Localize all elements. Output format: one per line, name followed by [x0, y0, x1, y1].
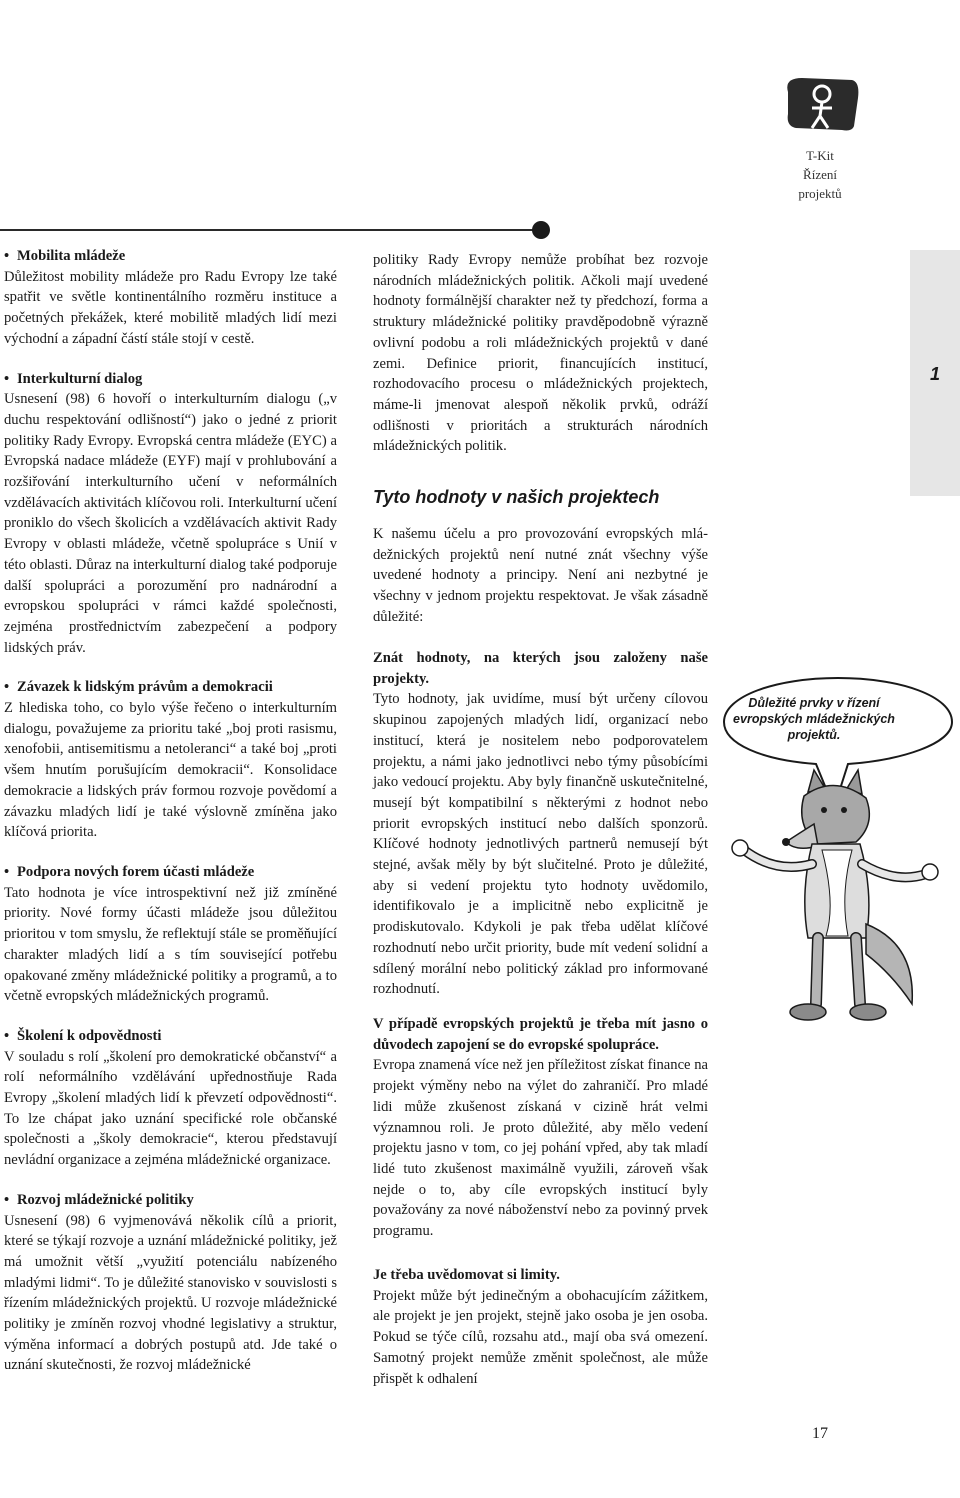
section-body: Tato hodnota je více introspektivní než již zmíněné priority. Nové formy účasti mládeže jsou důležitou prioritou v tom smyslu, že reflektují stále se proměňující charakter mladých lidí a s tím související potřebu opakované změny mládežnické politiky a programů, a to včetně evropských mládežnických programů. — [4, 884, 337, 1005]
point-body: Tyto hodnoty, jak uvidíme, musí být určeny cílovou skupinou zapojených mladých lidí, organizací nebo institucí, která je nositelem nebo podporovatelem projektu, a námi jako jednotlivci nebo týmy působícími jako vedoucí projektu. Aby byly finančně uskutečnitelné, musejí být kompatibilní s některými z hodnot nebo priorit evropských institucí nebo dalších sponzorů. Klíčové hodnoty jednotlivých partnerů nemusejí být stejné, avšak měly by být slučitelné. Proto je důležité, aby si vedení projektu tyto hodnoty uvědomilo, identifikovalo je a implicitně nebo explicitně je prodiskutovalo. Kdykoli je pak třeba udělat klíčové rozhodnutí nebo určit priority, bude mít vedení solidní a sdílený morální nebo politický základ pro informované rozhodnutí. — [373, 691, 708, 998]
kit-line: projektů — [798, 186, 842, 201]
header-rule-dot — [532, 221, 550, 239]
section-title: • Podpora nových forem účasti mládeže — [4, 863, 255, 880]
section-title: • Školení k odpovědnosti — [4, 1027, 162, 1044]
section-title: • Rozvoj mládežnické politiky — [4, 1191, 194, 1208]
mid-point-limits — [373, 1265, 708, 1389]
point-title: Je třeba uvědomovat si limity. — [373, 1267, 560, 1283]
section-body: Usnesení (98) 6 hovoří o interkulturním dialogu („v duchu respektování odlišností“) jako o jedné z priorit politiky Rady Evropy. Evropská centra mládeže (EYC) a Evropská nadace mládeže (EYF) mají v prohlubování a rozšiřování interkulturního učení v neformálních vzdělávacích aktivitách klíčovou roli. Interkulturní učení proniklo do všech školicích a vzdělávacích aktivit Rady Evropy v oblasti mládeže, včetně spolupráce s Unií v této oblasti. Důraz na interkulturní dialog také podporuje další spolupráci a porozumění pro nadnárodní a evropskou spolupráci v rámci každé společnosti, zejména prostřednictvím zabezpečení a podpory lidských práv. — [4, 391, 337, 656]
mid-point-europe — [373, 1014, 708, 1242]
chapter-number: 1 — [929, 364, 940, 384]
section-body: Usnesení (98) 6 vyjmenovává několik cílů a priorit, které se týkají rozvoje a uznání mládežnické politiky, jež má umožnit větší „využití potenciálu nabízeného mladými lidmi“. To je důležité stanovisko v souvislosti s řízením mládežnických projektů. U rozvoje mládežnické politiky je zmíněn rozvoj vhodné legislativy a struktur, výměna informací a dobrých postupů atd. Jde také o uznání skutečnosti, že rozvoj mládežnické — [4, 1212, 337, 1374]
section-title: • Mobilita mládeže — [4, 248, 126, 264]
section-body: Důležitost mobility mládeže pro Radu Evropy lze také spatřit ve světle kontinentálního rozměru instituce a početných překážek, které mobilitě mladých lidí mezi východní a západní částí stále stojí v cestě. — [4, 268, 337, 347]
section-body: V souladu s rolí „školení pro demokratické občanství“ a rolí neformálního vzdělávání upřednostňuje Rada Evropy „školení mladých lidí k převzetí odpovědnosti“. To lze chápat jako uznání specifické role občanské společnosti a „školy demokracie“, kterou představují nevládní organizace a zejména mládežnické organizace. — [4, 1048, 337, 1169]
section-responsibility — [4, 1026, 337, 1171]
speech-bubble-text: Důležité prvky v řízení evropských mládežnických projektů. — [733, 696, 895, 742]
mid-paragraph: K našemu účelu a pro provozování evropských mládežnických projektů není nutné znát všechny výše uvedené hodnoty a principy. Není ani nezbytné je všechny v jednom projektu respektovat. Je však zásadně důležité: — [373, 526, 708, 625]
section-body: Z hlediska toho, co bylo výše řečeno o interkulturním dialogu, považujeme za prioritu také „boj proti rasismu, xenofobii, antisemitismu a netoleranci“ a také boj „proti všem hnutím porušujícím demokracii“. Konsolidace demokracie a lidských práv formou rozvoje povědomí a závazku mladých lidí je také výslovně zmíněna jako klíčová priorita. — [4, 700, 337, 841]
header-rule — [0, 229, 540, 231]
section-intercultural — [4, 369, 337, 659]
section-title: • Závazek k lidským právům a demokracii — [4, 679, 273, 696]
page-number: 17 — [812, 1425, 828, 1442]
kit-line: T-Kit — [806, 148, 834, 163]
kit-line: Řízení — [803, 167, 837, 182]
section-youth-policy — [4, 1190, 337, 1376]
section-participation — [4, 862, 337, 1007]
section-human-rights — [4, 677, 337, 843]
mid-point-values — [373, 648, 708, 1000]
point-body: Projekt může být jedinečným a obohacujícím zážitkem, ale projekt je jen projekt, stejně jako osoba je jen osoba. Pokud se týče cílů, rozsahu atd., mají oba svá omezení. Samotný projekt nemůže změnit společnost, ale může přispět k odhalení — [373, 1287, 708, 1387]
point-title: Znát hodnoty, na kterých jsou založeny naše projekty. — [373, 650, 708, 687]
mid-intro: politiky Rady Evropy nemůže probíhat bez rozvoje národních mládežnických politik. Ačkoli mají uvedené hodnoty formálnější charakter než ty předchozí, forma a struktury mládežnické politiky pravděpodobně výrazně ovlivní podobu a roli mládežnických projektů v dané zemi. Definice priorit, financujících institucí, rozhodovacího procesu o mládežnických projektech, máme-li jmenovat alespoň několik prvků, odráží odlišnosti v prioritách a strukturách národních mládežnických politik. — [373, 252, 708, 455]
mid-heading: Tyto hodnoty v našich projektech — [373, 487, 660, 507]
section-mobility — [4, 246, 337, 350]
section-title: • Interkulturní dialog — [4, 370, 143, 387]
left-column — [4, 246, 337, 1395]
t-kit-logo-icon — [782, 74, 862, 134]
point-title: V případě evropských projektů je třeba mít jasno o důvodech zapojení se do evropské spolupráce. — [373, 1016, 708, 1053]
t-kit-label — [770, 146, 870, 203]
point-body: Evropa znamená více než jen příležitost získat finance na projekt výměny nebo na výlet do zahraničí. Pro mladé lidi může zkušenost získaná v cizině hrát velmi významnou roli. Je proto důležité, aby mělo vedení projektu jasno v tom, co jej pohání vpřed, aby tak mladí lidé tuto zkušenost maximálně využili, zároveň však nejde o to, aby cíle evropských institucí byly považovány za nové náboženství nebo za povinný prvek programu. — [373, 1057, 708, 1240]
